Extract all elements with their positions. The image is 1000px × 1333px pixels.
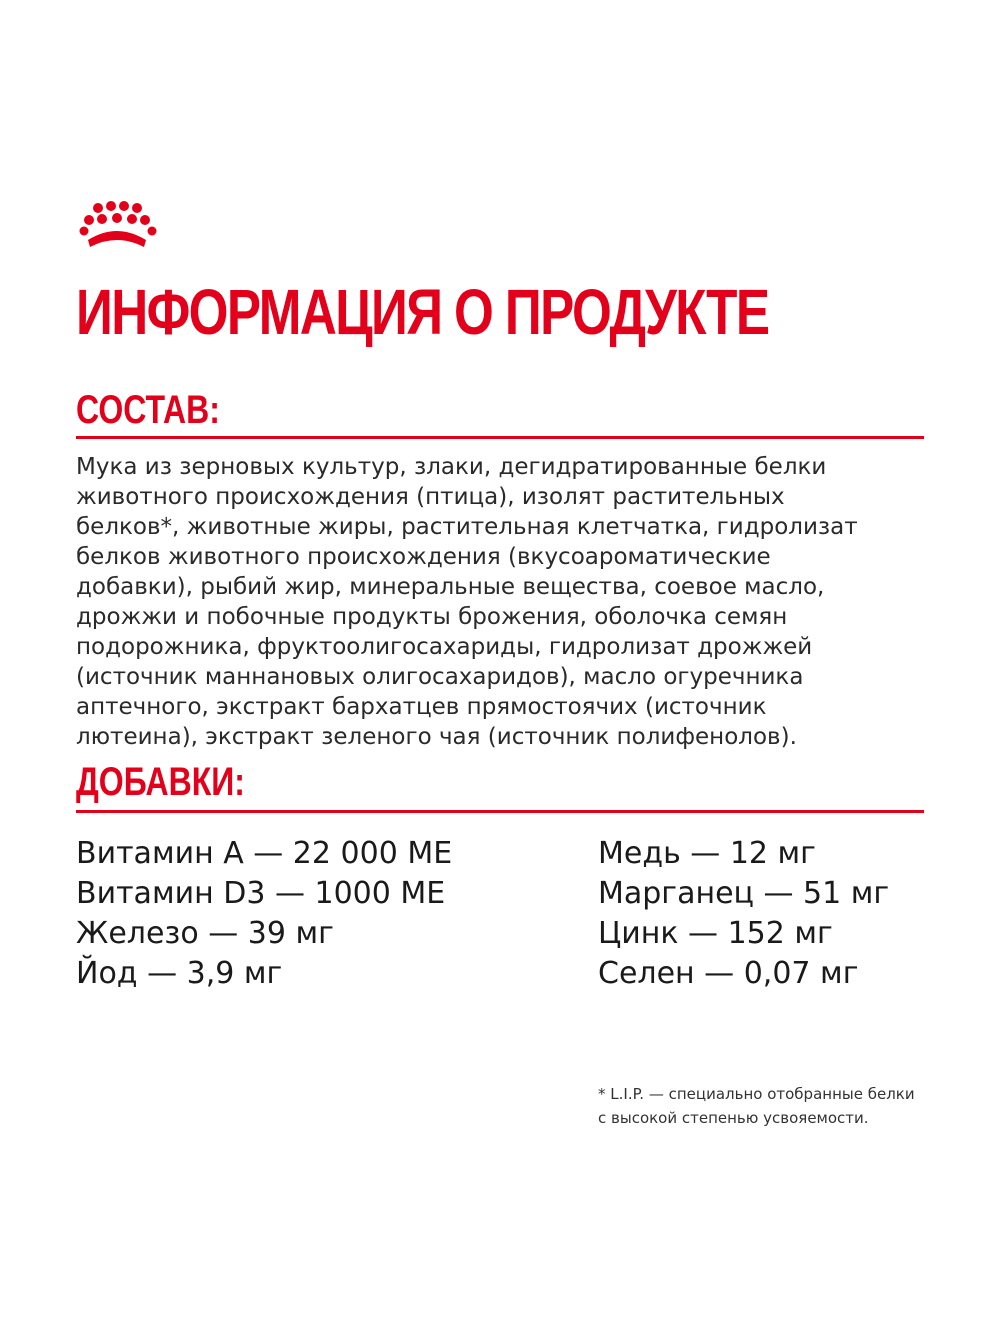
- additive-item: Витамин D3 — 1000 МЕ: [76, 876, 446, 911]
- additive-item: Селен — 0,07 мг: [598, 956, 859, 991]
- composition-line: аптечного, экстракт бархатцев прямостоячих (источник: [76, 694, 767, 720]
- additives-list-right: [598, 834, 889, 994]
- composition-line: дрожжи и побочные продукты брожения, оболочка семян: [76, 604, 788, 630]
- composition-text: [76, 452, 936, 752]
- footnote-line: с высокой степенью усвояемости.: [598, 1109, 869, 1127]
- composition-line: (источник маннановых олигосахаридов), масло огуречника: [76, 664, 804, 690]
- composition-line: животного происхождения (птица), изолят растительных: [76, 484, 785, 510]
- additive-item: Железо — 39 мг: [76, 916, 334, 951]
- footnote: [598, 1082, 915, 1130]
- footnote-line: * L.I.P. — специально отобранные белки: [598, 1085, 915, 1103]
- composition-line: Мука из зерновых культур, злаки, дегидратированные белки: [76, 454, 827, 480]
- additives-list-left: [76, 834, 452, 994]
- composition-line: белков*, животные жиры, растительная клетчатка, гидролизат: [76, 514, 858, 540]
- composition-divider: [76, 436, 924, 439]
- page-title: ИНФОРМАЦИЯ О ПРОДУКТЕ: [76, 276, 769, 348]
- crown-icon: [78, 200, 168, 252]
- additive-item: Йод — 3,9 мг: [76, 956, 283, 991]
- additive-item: Марганец — 51 мг: [598, 876, 890, 911]
- additive-item: Цинк — 152 мг: [598, 916, 833, 951]
- composition-line: добавки), рыбий жир, минеральные вещества, соевое масло,: [76, 574, 825, 600]
- additives-heading: ДОБАВКИ:: [76, 760, 245, 804]
- additive-item: Витамин A — 22 000 МЕ: [76, 836, 453, 871]
- composition-line: белков животного происхождения (вкусоароматические: [76, 544, 771, 570]
- composition-line: лютеина), экстракт зеленого чая (источник полифенолов).: [76, 724, 797, 750]
- composition-line: подорожника, фруктоолигосахариды, гидролизат дрожжей: [76, 634, 813, 660]
- additives-divider: [76, 810, 924, 813]
- composition-heading: СОСТАВ:: [76, 388, 220, 432]
- additive-item: Медь — 12 мг: [598, 836, 816, 871]
